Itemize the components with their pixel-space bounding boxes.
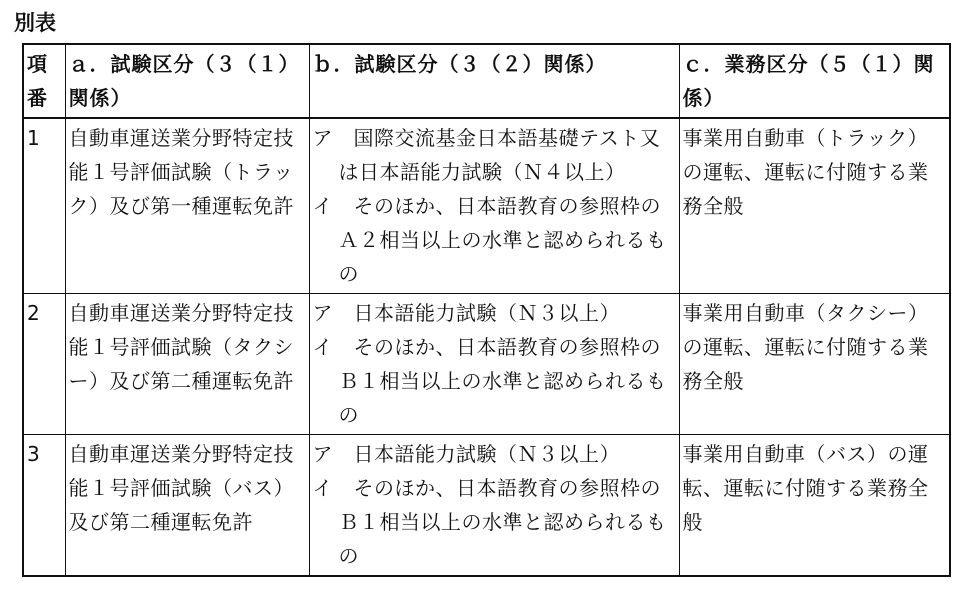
cell-exam-a: 自動車運送業分野特定技能１号評価試験（トラック）及び第一種運転免許 — [65, 118, 309, 294]
header-work-category-c: ｃ．業務区分（５（１）関係） — [679, 44, 950, 118]
table-row — [23, 118, 950, 294]
page-title: 別表 — [14, 11, 56, 35]
row-number: 2 — [23, 294, 65, 435]
list-item: ア 日本語能力試験（Ｎ３以上） — [312, 442, 620, 466]
cell-work-c: 事業用自動車（タクシー）の運転、運転に付随する業務全般 — [679, 294, 950, 435]
list-item: イ そのほか、日本語教育の参照枠のＢ１相当以上の水準と認められるもの — [312, 476, 667, 568]
cell-exam-b — [309, 118, 679, 294]
table-row — [23, 435, 950, 577]
cell-work-c: 事業用自動車（トラック）の運転、運転に付随する業務全般 — [679, 118, 950, 294]
appendix-table — [22, 43, 951, 577]
list-item: ア 国際交流基金日本語基礎テスト又は日本語能力試験（Ｎ４以上） — [312, 126, 661, 184]
list-item: ア 日本語能力試験（Ｎ３以上） — [312, 301, 620, 325]
cell-exam-a: 自動車運送業分野特定技能１号評価試験（タクシー）及び第二種運転免許 — [65, 294, 309, 435]
header-exam-category-a: ａ．試験区分（３（１）関係） — [65, 44, 309, 118]
row-number: 1 — [23, 118, 65, 294]
list-item: イ そのほか、日本語教育の参照枠のＡ２相当以上の水準と認められるもの — [312, 194, 667, 286]
cell-exam-a: 自動車運送業分野特定技能１号評価試験（バス）及び第二種運転免許 — [65, 435, 309, 577]
cell-exam-b — [309, 435, 679, 577]
table-row — [23, 294, 950, 435]
cell-exam-b — [309, 294, 679, 435]
list-item: イ そのほか、日本語教育の参照枠のＢ１相当以上の水準と認められるもの — [312, 335, 667, 427]
table-header-row — [23, 44, 950, 118]
row-number: 3 — [23, 435, 65, 577]
header-item-number: 項番 — [23, 44, 65, 118]
header-exam-category-b: ｂ．試験区分（３（２）関係） — [309, 44, 679, 118]
cell-work-c: 事業用自動車（バス）の運転、運転に付随する業務全般 — [679, 435, 950, 577]
